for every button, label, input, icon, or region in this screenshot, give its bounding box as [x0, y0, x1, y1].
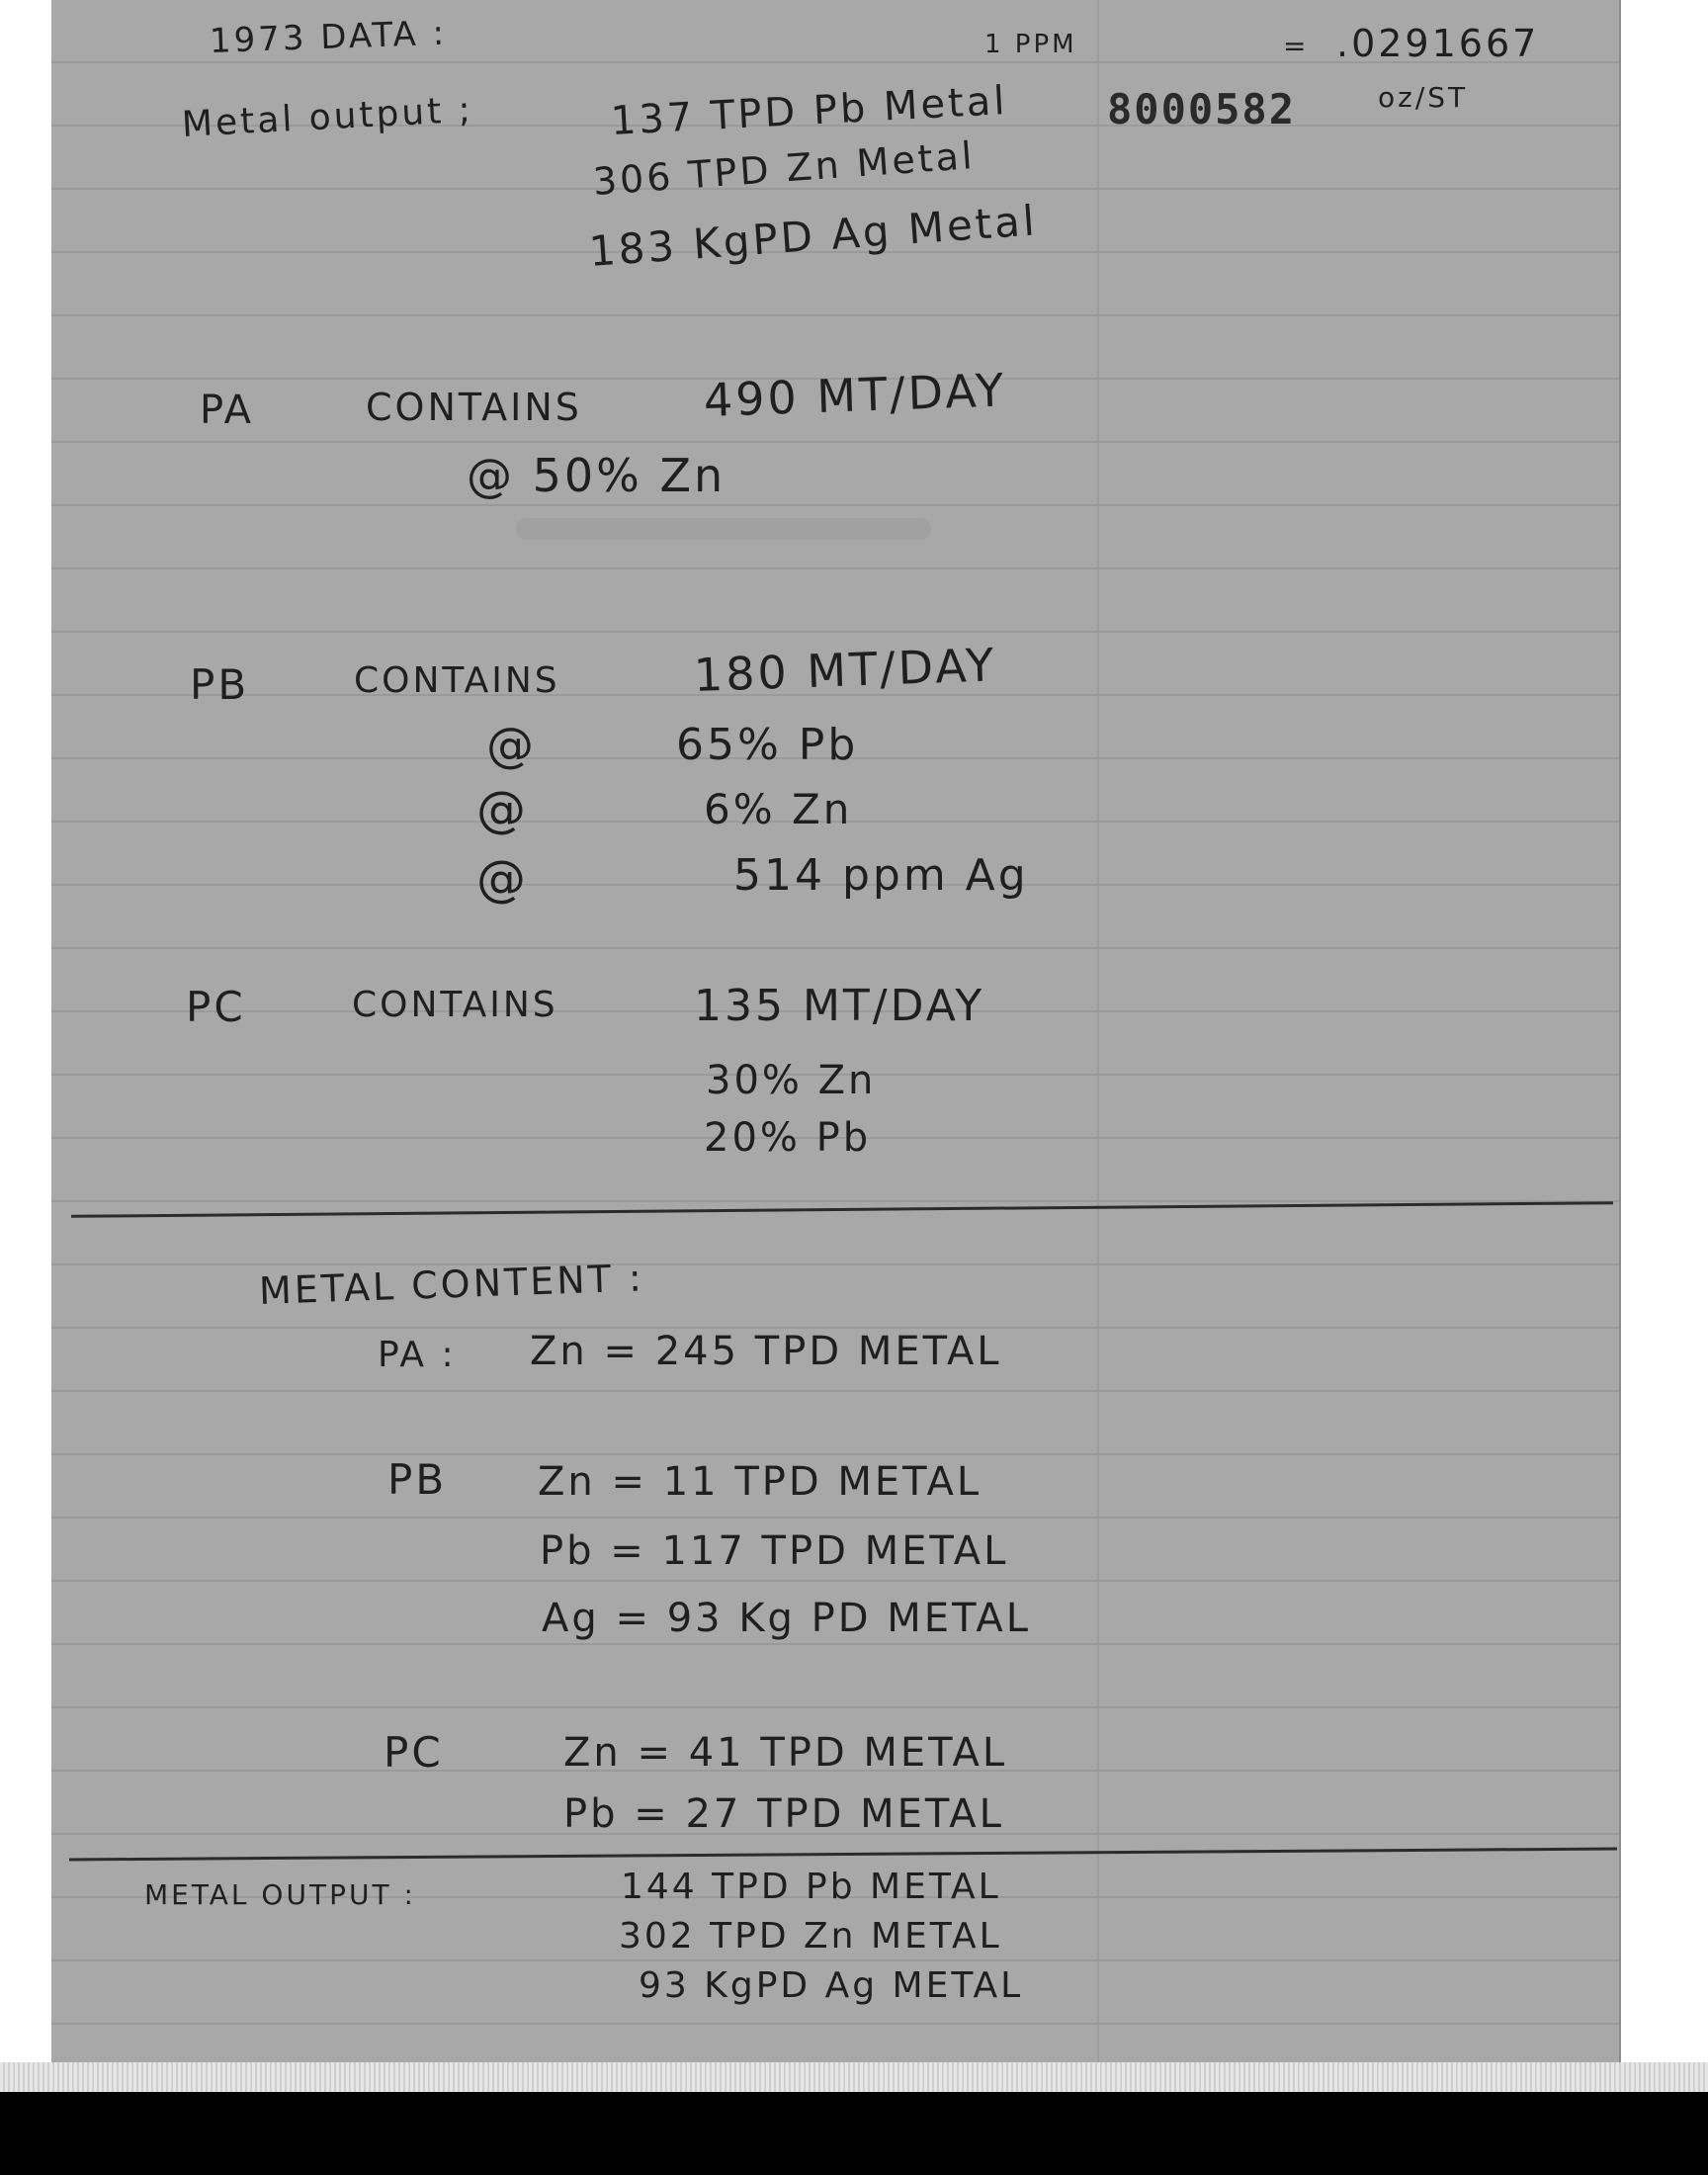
total-ag: 93 KgPD Ag METAL: [639, 1965, 1024, 2006]
document-number-stamp: 8000582: [1107, 85, 1297, 133]
scan-black-band: [0, 2092, 1708, 2175]
mc-pc-zn: Zn = 41 TPD METAL: [563, 1730, 1008, 1776]
conversion-eq: =: [1283, 30, 1310, 62]
pc-rate: 135 MT/DAY: [694, 981, 985, 1031]
pb-label: PB: [190, 660, 250, 709]
output-line-ag: 183 KgPD Ag Metal: [587, 196, 1040, 276]
scan-edge-strip: [0, 2062, 1708, 2092]
pb-pb: 65% Pb: [676, 720, 859, 770]
pc-pb: 20% Pb: [704, 1115, 872, 1161]
mc-pb-label: PB: [387, 1455, 448, 1504]
header-title: 1973 DATA :: [209, 13, 448, 61]
output-line-pb: 137 TPD Pb Metal: [609, 78, 1009, 144]
pa-contains: CONTAINS: [366, 386, 582, 429]
smudge: [516, 518, 931, 540]
pb-ag: 514 ppm Ag: [733, 850, 1029, 901]
pb-at-2: @: [476, 781, 529, 838]
pa-label: PA: [200, 388, 254, 433]
pa-rate: 490 MT/DAY: [703, 363, 1008, 427]
mc-pc-label: PC: [384, 1728, 444, 1777]
mc-pa-label: PA :: [378, 1335, 457, 1375]
conversion-value: .0291667: [1336, 22, 1540, 65]
conversion-unit: oz/ST: [1378, 81, 1469, 114]
totals-divider: [69, 1848, 1617, 1862]
pc-contains: CONTAINS: [352, 985, 558, 1025]
metal-output-label: Metal output ;: [180, 89, 474, 145]
metal-content-heading: METAL CONTENT :: [258, 1256, 645, 1313]
pc-zn: 30% Zn: [706, 1058, 877, 1103]
mc-pb-ag: Ag = 93 Kg PD METAL: [542, 1596, 1032, 1641]
mc-pc-pb: Pb = 27 TPD METAL: [563, 1791, 1004, 1837]
conversion-left: 1 PPM: [984, 30, 1077, 59]
pb-contains: CONTAINS: [354, 660, 560, 701]
notebook-page: [51, 0, 1621, 2064]
margin-line: [1097, 0, 1099, 2062]
metal-output-total-label: METAL OUTPUT :: [144, 1878, 416, 1911]
pb-zn: 6% Zn: [704, 785, 853, 833]
total-pb: 144 TPD Pb METAL: [621, 1867, 1001, 1907]
output-line-zn: 306 TPD Zn Metal: [591, 133, 977, 204]
pc-label: PC: [186, 983, 246, 1031]
pb-rate: 180 MT/DAY: [693, 638, 998, 702]
mc-pb-zn: Zn = 11 TPD METAL: [538, 1459, 982, 1505]
pb-at-1: @: [486, 718, 537, 773]
mc-pa-zn: Zn = 245 TPD METAL: [530, 1329, 1002, 1374]
section-divider: [71, 1201, 1613, 1218]
pb-at-3: @: [476, 850, 529, 908]
pa-zn: @ 50% Zn: [467, 449, 726, 502]
mc-pb-pb: Pb = 117 TPD METAL: [540, 1528, 1009, 1574]
total-zn: 302 TPD Zn METAL: [619, 1916, 1002, 1957]
